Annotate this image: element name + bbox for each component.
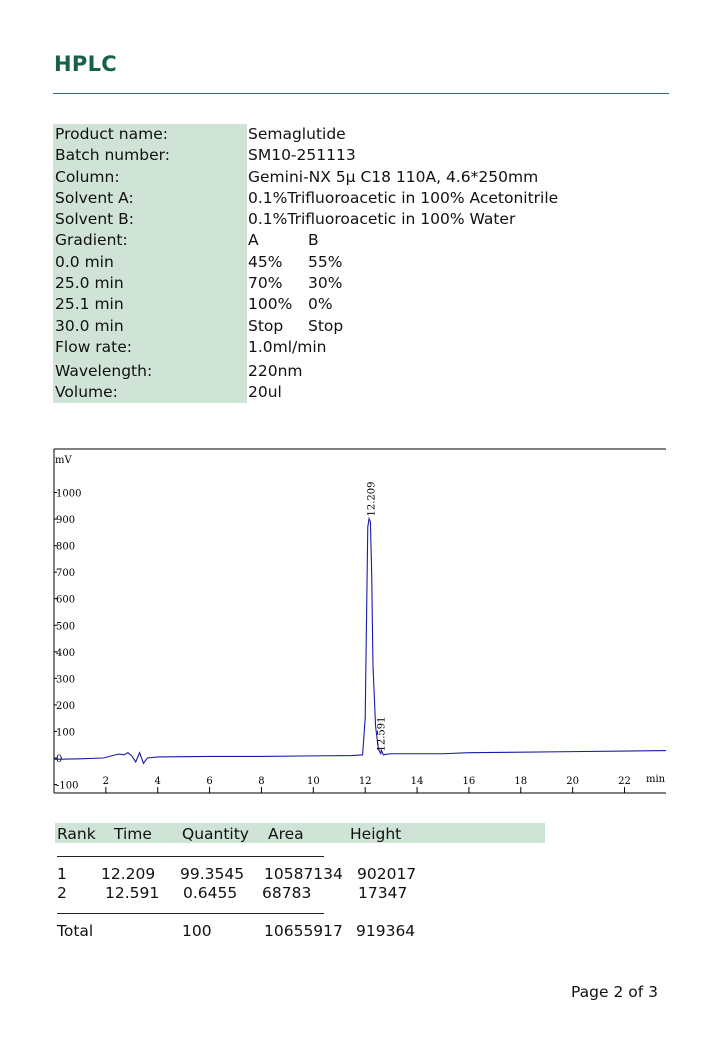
- y-tick-label: 1000: [56, 488, 82, 500]
- x-axis-unit-label: min: [646, 774, 666, 785]
- header-area: Area: [268, 825, 304, 843]
- table-row: [0, 865, 720, 885]
- total-label: Total: [57, 922, 94, 940]
- info-label: Batch number:: [53, 145, 247, 166]
- cell-rank: 2: [57, 884, 67, 902]
- results-header: [55, 823, 545, 843]
- results-top-rule: [57, 856, 324, 857]
- x-tick-label: 20: [566, 776, 580, 787]
- y-tick-label: 200: [56, 700, 76, 712]
- x-tick-label: 4: [154, 776, 161, 787]
- info-label: Volume:: [53, 382, 247, 403]
- gradient-b-header: B: [308, 231, 319, 250]
- x-tick-label: 18: [514, 776, 528, 787]
- x-tick-label: 22: [618, 776, 631, 787]
- cell-height: 17347: [358, 884, 408, 902]
- gradient-step-b: 55%: [308, 252, 343, 271]
- total-quantity: 100: [182, 922, 212, 940]
- info-row-solvent-a: [53, 188, 613, 209]
- chromatogram-trace: [54, 519, 666, 764]
- cell-rank: 1: [57, 865, 67, 883]
- info-value: SM10-251113: [248, 146, 356, 165]
- gradient-step-b: Stop: [308, 316, 344, 335]
- x-tick-label: 2: [102, 776, 110, 787]
- cell-height: 902017: [357, 865, 417, 883]
- info-value: 0.1%Trifluoroacetic in 100% Acetonitrile: [248, 188, 559, 207]
- header-rank: Rank: [57, 825, 96, 843]
- cell-area: 10587134: [264, 865, 343, 883]
- y-tick-label: 500: [56, 621, 76, 633]
- header-quantity: Quantity: [182, 825, 249, 843]
- peak-labels: [367, 482, 388, 752]
- info-value: 20ul: [248, 382, 282, 401]
- info-row-wavelength: [53, 359, 613, 382]
- info-row-batch: [53, 145, 613, 166]
- chromatogram-chart: [53, 448, 667, 794]
- info-value: 220nm: [248, 362, 303, 381]
- gradient-step-row: [53, 294, 613, 315]
- cell-area: 68783: [262, 884, 312, 902]
- total-row: [0, 922, 720, 942]
- gradient-step-row: [53, 252, 613, 273]
- info-value: 1.0ml/min: [248, 337, 327, 356]
- info-label: Gradient:: [53, 230, 247, 251]
- info-label: Solvent B:: [53, 209, 247, 230]
- info-value: Gemini-NX 5μ C18 110A, 4.6*250mm: [248, 167, 539, 186]
- info-row-solvent-b: [53, 209, 613, 230]
- info-label: Wavelength:: [53, 359, 247, 382]
- y-tick-label: 800: [56, 541, 76, 553]
- gradient-step-a: 100%: [248, 295, 293, 314]
- x-tick-label: 6: [206, 776, 213, 787]
- y-tick-label: 700: [56, 568, 76, 580]
- cell-time: 12.209: [101, 865, 156, 883]
- gradient-step-time: 25.0 min: [53, 273, 247, 294]
- gradient-step-time: 30.0 min: [53, 316, 247, 337]
- cell-quantity: 99.3545: [180, 865, 245, 883]
- gradient-step-b: 30%: [308, 274, 343, 293]
- gradient-step-a: 45%: [248, 252, 283, 271]
- method-info-table: [53, 124, 613, 403]
- y-tick-label: 900: [56, 515, 76, 527]
- x-ticks: [103, 776, 631, 793]
- info-label: Solvent A:: [53, 188, 247, 209]
- y-ticks: [54, 489, 81, 792]
- y-tick-label: -100: [56, 780, 79, 792]
- info-row-product: [53, 124, 613, 145]
- info-row-flow: [53, 337, 613, 360]
- page-title: HPLC: [54, 52, 117, 76]
- y-tick-label: 0: [56, 754, 63, 765]
- total-height: 919364: [356, 922, 416, 940]
- y-tick-label: 300: [56, 674, 76, 686]
- info-label: Product name:: [53, 124, 247, 145]
- total-area: 10655917: [264, 922, 343, 940]
- x-tick-label: 8: [258, 776, 265, 787]
- gradient-step-time: 25.1 min: [53, 294, 247, 315]
- gradient-step-time: 0.0 min: [53, 252, 247, 273]
- info-row-gradient: [53, 230, 613, 251]
- gradient-step-row: [53, 316, 613, 337]
- info-label: Column:: [53, 167, 247, 188]
- x-tick-label: 10: [306, 776, 320, 787]
- info-row-column: [53, 167, 613, 188]
- y-axis-unit-label: mV: [55, 455, 72, 466]
- x-tick-label: 16: [462, 776, 476, 787]
- x-tick-label: 12: [358, 776, 372, 787]
- page-number: Page 2 of 3: [571, 983, 658, 1001]
- gradient-step-a: 70%: [248, 274, 283, 293]
- info-value: 0.1%Trifluoroacetic in 100% Water: [248, 210, 516, 229]
- title-divider: [53, 93, 669, 94]
- table-row: [0, 884, 720, 904]
- chromatogram-svg: [53, 448, 667, 794]
- header-time: Time: [114, 825, 152, 843]
- peak-label: 12.209: [366, 481, 378, 517]
- peak-label: 12.591: [376, 716, 388, 752]
- info-row-volume: [53, 382, 613, 403]
- y-tick-label: 600: [56, 594, 76, 606]
- header-height: Height: [350, 825, 402, 843]
- x-tick-label: 14: [410, 776, 424, 787]
- gradient-step-b: 0%: [308, 295, 333, 314]
- gradient-step-row: [53, 273, 613, 294]
- y-tick-label: 400: [56, 647, 76, 659]
- gradient-a-header: A: [248, 231, 259, 250]
- cell-time: 12.591: [105, 884, 160, 902]
- cell-quantity: 0.6455: [183, 884, 238, 902]
- info-value: Semaglutide: [248, 125, 346, 143]
- y-tick-label: 100: [56, 727, 76, 739]
- info-label: Flow rate:: [53, 337, 247, 360]
- results-bottom-rule: [57, 913, 324, 914]
- gradient-step-a: Stop: [248, 316, 284, 335]
